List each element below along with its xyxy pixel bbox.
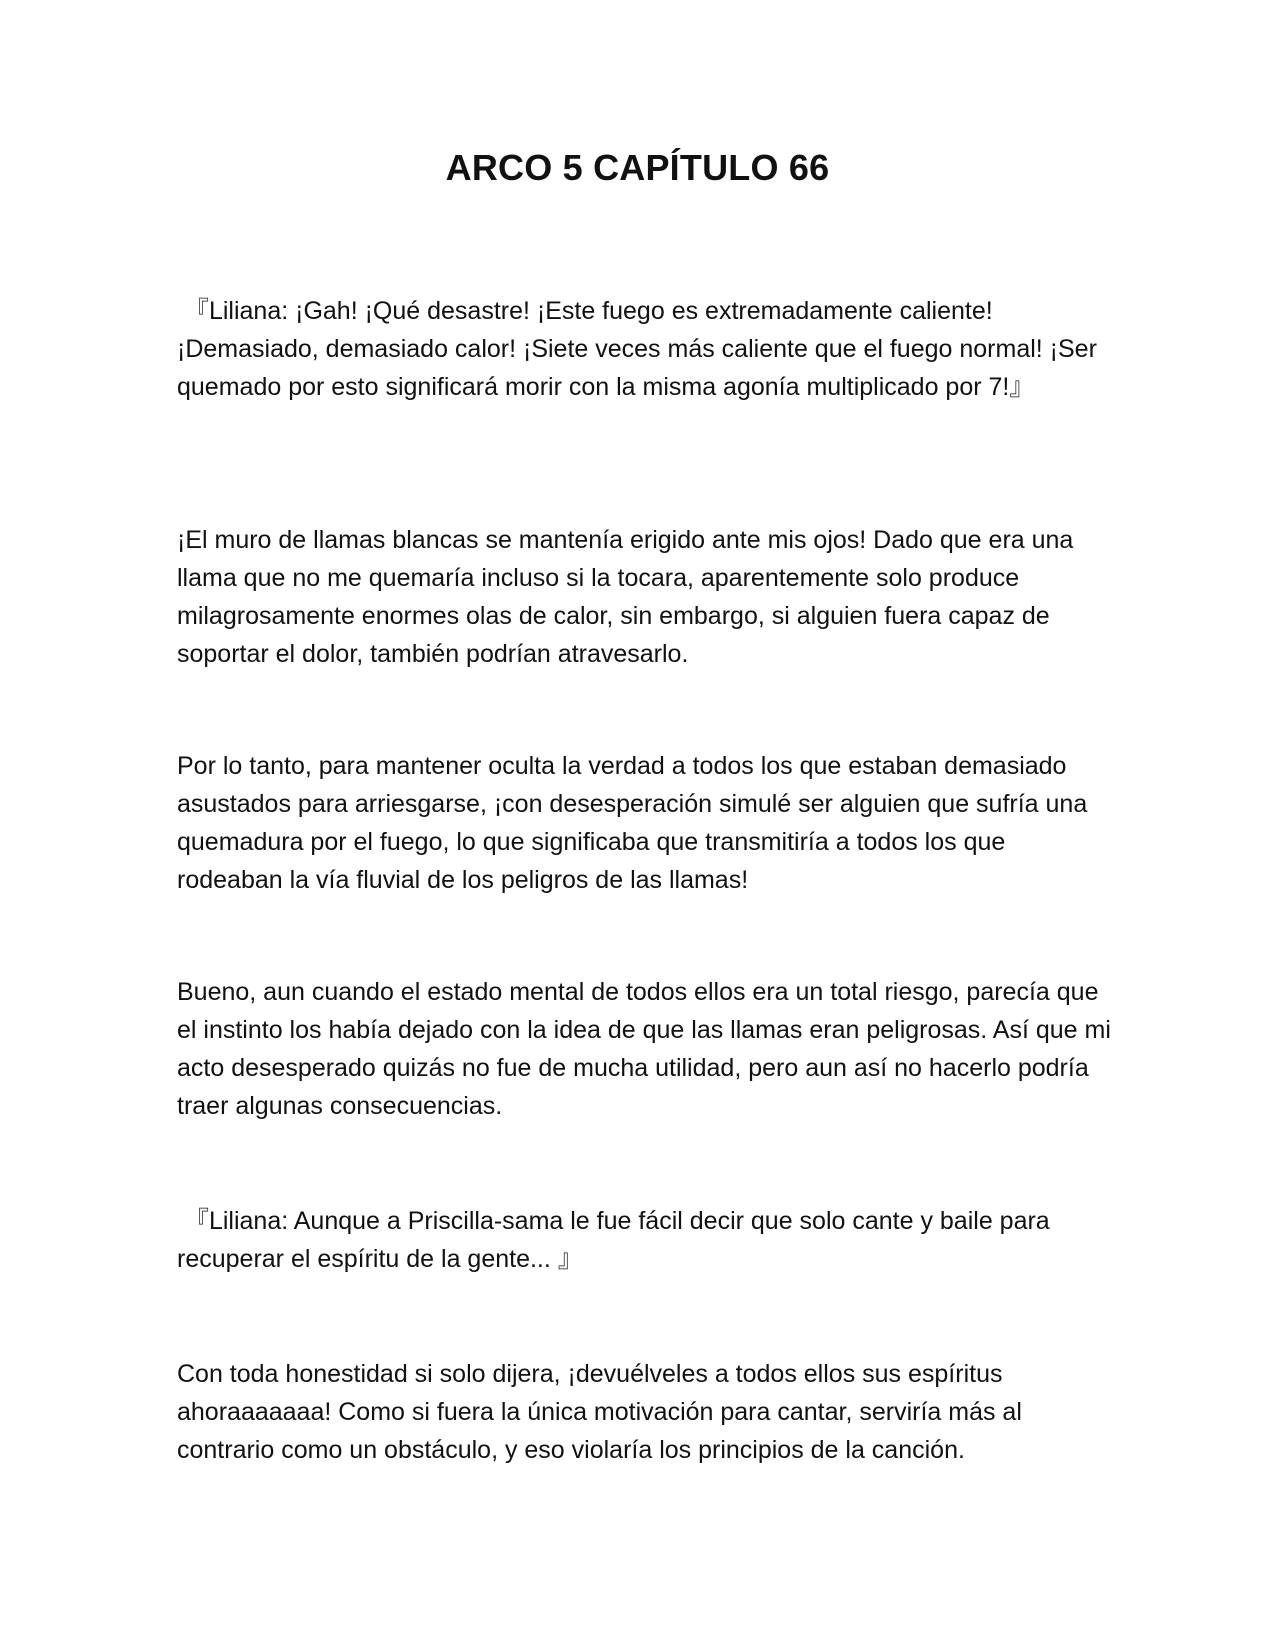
paragraph-2: ¡El muro de llamas blancas se mantenía erigido ante mis ojos! Dado que era una llama que no me quemaría incluso si la tocara, aparentemente solo produce milagrosamente enormes olas de calor, sin embargo, si alguien fuera capaz de soportar el dolor, también podrían atravesarlo.	[177, 526, 1074, 668]
page-title: ARCO 5 CAPÍTULO 66	[445, 147, 830, 188]
paragraph-6: Con toda honestidad si solo dijera, ¡devuélveles a todos ellos sus espíritus ahoraaaaaaa! Como si fuera la única motivación para cantar, serviría más al contrario como un obstáculo, y eso violaría los principios de la canción.	[177, 1360, 1022, 1464]
paragraph-5: 『Liliana: Aunque a Priscilla-sama le fue fácil decir que solo cante y baile para recuperar el espíritu de la gente... 』	[177, 1207, 1050, 1273]
paragraph-1: 『Liliana: ¡Gah! ¡Qué desastre! ¡Este fuego es extremadamente caliente! ¡Demasiado, demasiado calor! ¡Siete veces más caliente que el fuego normal! ¡Ser quemado por esto significará morir con la misma agonía multiplicado por 7!』	[177, 297, 1097, 401]
paragraph-4: Bueno, aun cuando el estado mental de todos ellos era un total riesgo, parecía que el instinto los había dejado con la idea de que las llamas eran peligrosas. Así que mi acto desesperado quizás no fue de mucha utilidad, pero aun así no hacerlo podría traer algunas consecuencias.	[177, 978, 1111, 1120]
paragraph-3: Por lo tanto, para mantener oculta la verdad a todos los que estaban demasiado asustados para arriesgarse, ¡con desesperación simulé ser alguien que sufría una quemadura por el fuego, lo que significaba que transmitiría a todos los que rodeaban la vía fluvial de los peligros de las llamas!	[177, 752, 1088, 894]
